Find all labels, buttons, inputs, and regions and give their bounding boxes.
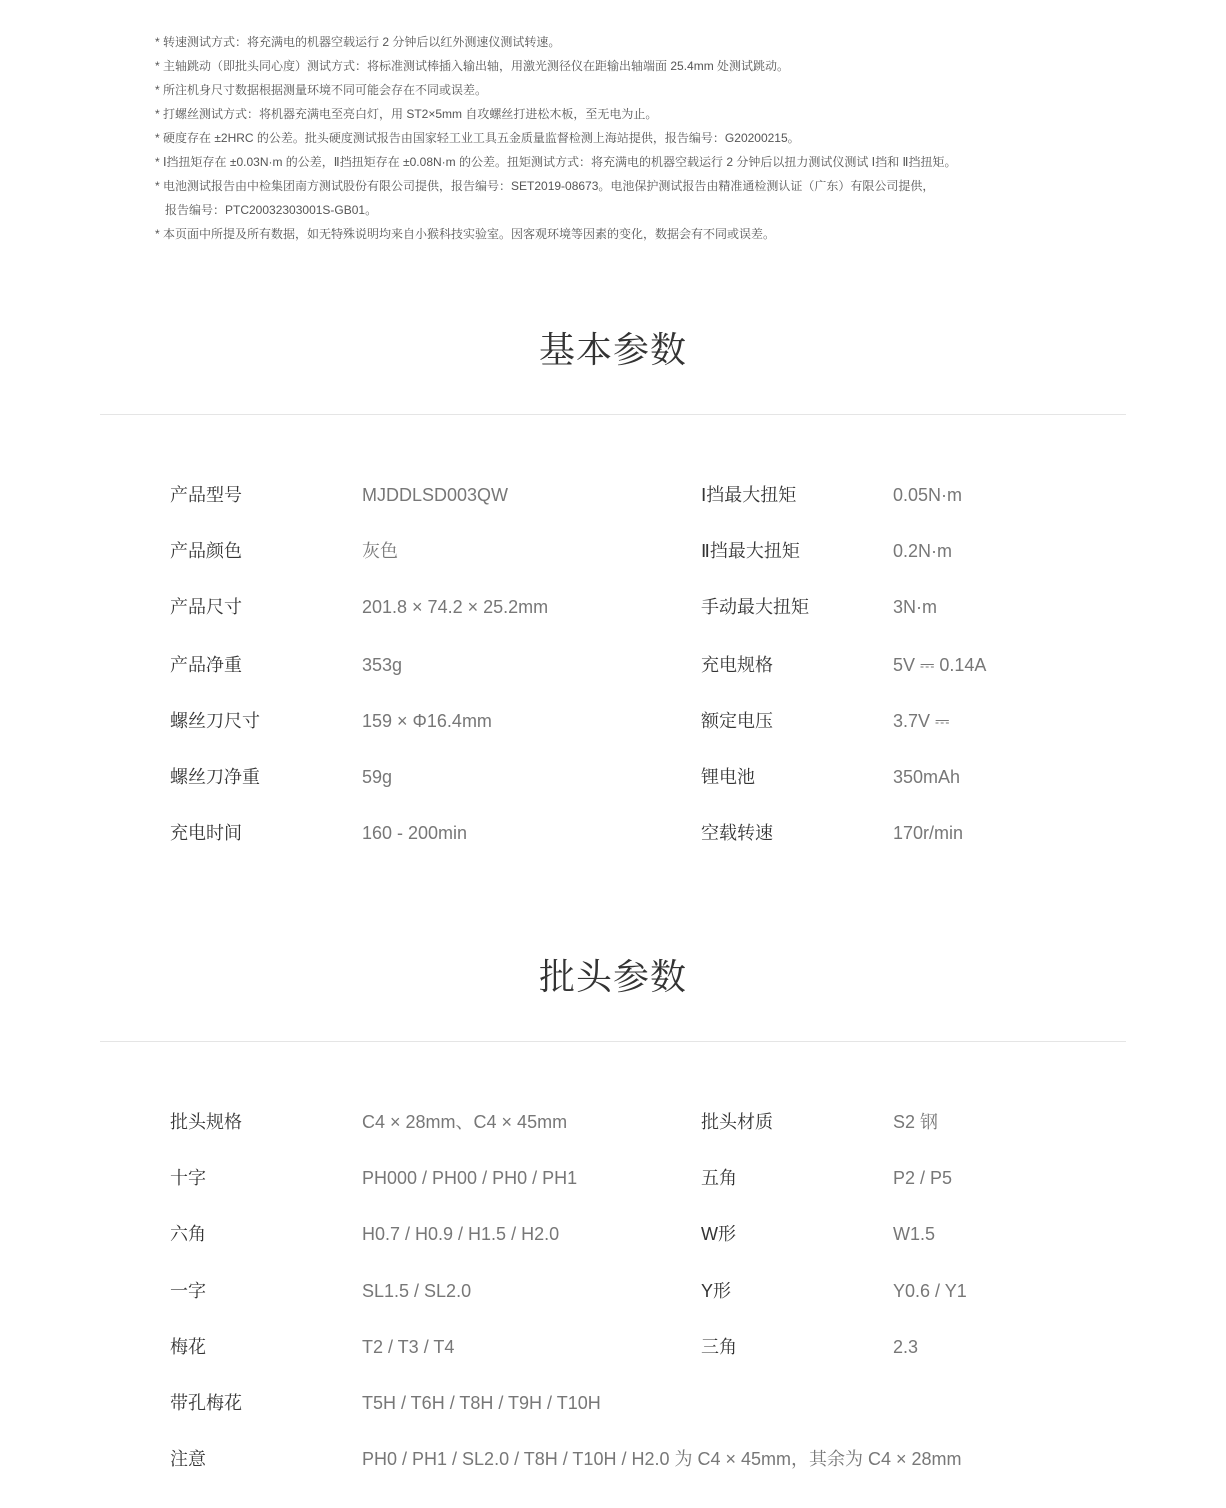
spec-value: PH0 / PH1 / SL2.0 / T8H / T10H / H2.0 为 C4 × 45mm，其余为 C4 × 28mm: [362, 1449, 962, 1469]
spec-value: P2 / P5: [893, 1168, 953, 1188]
spec-label: 梅花: [170, 1337, 206, 1357]
spec-row: [0, 650, 1226, 680]
spec-row: [0, 592, 1226, 622]
spec-value: 3N·m: [893, 597, 937, 617]
spec-label: 注意: [170, 1449, 206, 1469]
spec-label: W形: [701, 1224, 736, 1244]
spec-value: S2 钢: [893, 1112, 939, 1132]
spec-row: [0, 706, 1226, 736]
spec-label: 六角: [170, 1224, 206, 1244]
spec-value: PH000 / PH00 / PH0 / PH1: [362, 1168, 578, 1188]
test-notes: [155, 30, 1155, 246]
spec-label: 十字: [170, 1168, 206, 1188]
spec-value: MJDDLSD003QW: [362, 485, 509, 505]
spec-label: Ⅱ挡最大扭矩: [701, 541, 800, 561]
spec-label: 产品尺寸: [170, 597, 242, 617]
note-torque-tolerance: * Ⅰ挡扭矩存在 ±0.03N·m 的公差，Ⅱ挡扭矩存在 ±0.08N·m 的公差。扭矩测试方式：将充满电的机器空载运行 2 分钟后以扭力测试仪测试 Ⅰ挡和 Ⅱ挡扭矩。: [155, 155, 957, 169]
note-battery-report: * 电池测试报告由中检集团南方测试股份有限公司提供，报告编号：SET2019-08673。电池保护测试报告由精准通检测认证（广东）有限公司提供，: [155, 179, 935, 193]
spec-row: [0, 1163, 1226, 1193]
spec-label: 空载转速: [701, 823, 773, 843]
spec-value: 59g: [362, 767, 393, 787]
spec-value: 350mAh: [893, 767, 961, 787]
spec-label: 带孔梅花: [170, 1393, 242, 1413]
spec-row: [0, 1276, 1226, 1306]
spec-label: 一字: [170, 1281, 206, 1301]
note-hardness: * 硬度存在 ±2HRC 的公差。批头硬度测试报告由国家轻工业工具五金质量监督检测上海站提供，报告编号：G20200215。: [155, 131, 800, 145]
spec-row: [0, 1219, 1226, 1249]
spec-value: W1.5: [893, 1224, 936, 1244]
spec-row: [0, 1388, 1226, 1418]
spec-row: [0, 1107, 1226, 1137]
spec-label: 五角: [701, 1168, 737, 1188]
spec-value: SL1.5 / SL2.0: [362, 1281, 472, 1301]
spec-value: 灰色: [362, 541, 398, 561]
spec-value: 2.3: [893, 1337, 919, 1357]
spec-value: 159 × Φ16.4mm: [362, 711, 492, 731]
spec-value: 3.7V ⎓: [893, 711, 950, 731]
spec-label: 螺丝刀净重: [170, 767, 260, 787]
spec-value: T2 / T3 / T4: [362, 1337, 455, 1357]
spec-value: 0.2N·m: [893, 541, 953, 561]
spec-label: 充电时间: [170, 823, 242, 843]
spec-row: [0, 762, 1226, 792]
spec-value: 170r/min: [893, 823, 964, 843]
spec-label: 锂电池: [701, 767, 755, 787]
spec-label: 批头材质: [701, 1112, 773, 1132]
spec-row: [0, 536, 1226, 566]
spec-label: 产品型号: [170, 485, 242, 505]
note-rotation-speed: * 转速测试方式：将充满电的机器空载运行 2 分钟后以红外测速仪测试转速。: [155, 35, 561, 49]
spec-value: C4 × 28mm、C4 × 45mm: [362, 1112, 568, 1132]
spec-value: 5V ⎓ 0.14A: [893, 655, 987, 675]
note-spindle-runout: * 主轴跳动（即批头同心度）测试方式：将标准测试棒插入输出轴，用激光测径仪在距输出轴端面 25.4mm 处测试跳动。: [155, 59, 790, 73]
spec-value: 201.8 × 74.2 × 25.2mm: [362, 597, 549, 617]
spec-row: [0, 818, 1226, 848]
spec-value: Y0.6 / Y1: [893, 1281, 967, 1301]
note-body-dimensions: * 所注机身尺寸数据根据测量环境不同可能会存在不同或误差。: [155, 83, 488, 97]
spec-label: 产品颜色: [170, 541, 242, 561]
spec-label: 额定电压: [701, 711, 773, 731]
spec-label: 三角: [701, 1337, 737, 1357]
note-battery-report-cont: 报告编号：PTC20032303001S-GB01。: [165, 203, 378, 217]
bit-params-title: 批头参数: [538, 956, 687, 997]
spec-value: T5H / T6H / T8H / T9H / T10H: [362, 1393, 601, 1413]
note-screw-test: * 打螺丝测试方式：将机器充满电至亮白灯，用 ST2×5mm 自攻螺丝打进松木板，至无电为止。: [155, 107, 658, 121]
spec-label: 批头规格: [170, 1112, 242, 1132]
basic-params-title: 基本参数: [538, 329, 687, 370]
note-data-source: * 本页面中所提及所有数据，如无特殊说明均来自小猴科技实验室。因客观环境等因素的变化，数据会有不同或误差。: [155, 227, 776, 241]
spec-value: 0.05N·m: [893, 485, 963, 505]
spec-row: [0, 1444, 1226, 1474]
spec-label: 手动最大扭矩: [701, 597, 809, 617]
spec-value: 353g: [362, 655, 403, 675]
spec-label: 充电规格: [701, 655, 773, 675]
spec-label: 产品净重: [170, 655, 242, 675]
spec-label: 螺丝刀尺寸: [170, 711, 260, 731]
spec-label: Ⅰ挡最大扭矩: [701, 485, 797, 505]
bit-params-divider: [100, 1041, 1126, 1042]
spec-row: [0, 1332, 1226, 1362]
spec-label: Y形: [701, 1281, 732, 1301]
spec-value: 160 - 200min: [362, 823, 468, 843]
spec-value: H0.7 / H0.9 / H1.5 / H2.0: [362, 1224, 560, 1244]
basic-params-divider: [100, 414, 1126, 415]
spec-row: [0, 480, 1226, 510]
